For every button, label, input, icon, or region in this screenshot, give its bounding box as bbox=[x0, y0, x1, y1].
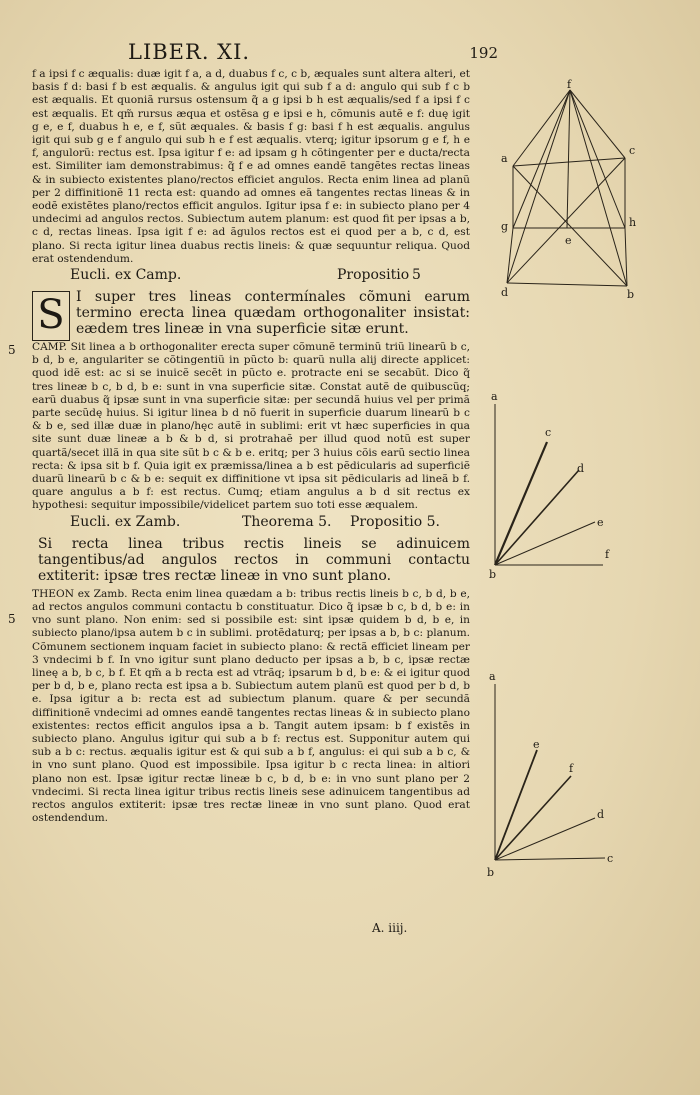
fig2-label-a: a bbox=[491, 390, 498, 403]
propositio-label: Propositio bbox=[350, 513, 423, 530]
figure-2-diagram bbox=[483, 390, 623, 585]
heading-zamberti bbox=[32, 513, 470, 534]
margin-number-1: 5 bbox=[8, 343, 16, 357]
fig1-label-a: a bbox=[501, 152, 508, 165]
fig2-label-c: c bbox=[545, 426, 552, 439]
figure-1-diagram bbox=[495, 78, 645, 303]
running-head: LIBER. XI. bbox=[128, 40, 251, 64]
theon-commentary: THEON ex Zamb. Recta enim linea quædam a b: tribus rectis lineis b c, b d, b e, ad rectos angulos communi contactu b constituatur. Dico q̃ ipsæ b c, b d, b e: in vno sunt plano. Non enim: sed si possibile est: sint ipsæ quidem b d, b e, in subiecto plano/ipsa autem b c in sublimi. protẽdaturq; per ipsas a b, b c: planum. Cõmunem sectionem inquam faciet in subiecto plano: & rectã efficiet lineam per 3 vndecimi b f. In vno igitur sunt plano deducto per ipsas a b, b c, ipsæ rectæ lineę a b, b c, b f. Et qm̃ a b recta est ad vtrãq; ipsarum b d, b e: & ei igitur quod per b d, b e, plano recta est ipsa a b. Subiectum autem planũ est quod per b d, b e. Ipsa igitur a b: recta est ad subiectum planum. quare & per secundã diffinitionẽ vndecimi ad omnes eandẽ tangentes rectas lineas & in subiecto plano existentes: rectos efficit angulos ipsa a b. Tangit autem ipsam: b f existẽs in subiecto plano. Angulus igitur qui sub a b f: rectus est. Supponitur autem qui sub a b c: rectus. æqualis igitur est & qui sub a b f, angulus: ei qui sub a b c, & in vno sunt plano. Quod est impossibile. Ipsa igitur b c recta linea: in altiori plano non est. Ipsæ igitur rectæ lineæ b c, b d, b e: in vno sunt plano per 2 vndecimi. Si recta linea igitur tribus rectis lineis sese adinuicem tangentibus ad rectos angulos extiterit: ipsæ tres rectæ lineæ in vno sunt plano. Quod erat ostendendum. bbox=[32, 587, 470, 825]
text-column bbox=[32, 68, 470, 825]
figure-3-diagram bbox=[483, 668, 623, 883]
folio-number: 192 bbox=[469, 44, 498, 62]
theorema-label: Theorema bbox=[242, 513, 314, 530]
fig2-label-f: f bbox=[605, 548, 610, 561]
decorated-initial: S bbox=[32, 291, 70, 341]
fig1-label-b: b bbox=[627, 288, 635, 301]
proof-conclusion-text: f a ipsi f c æqualis: duæ igit f a, a d, duabus f c, c b, æquales sunt altera alteri, et basis f d: basi f b est æqualis. & angulus igit qui sub f a d: angulo qui sub f c b est æqualis. Et quoniã rursus ostensum q̃ a g ipsi b h est æqualis/sed f a ipsi f c est æqualis. Et qm̃ rursus æqua et ostẽsa g e ipsi e h, cõmunis autẽ e f: duę igit g e, e f, duabus h e, e f, sũt æquales. & basis f g: basi f h est æqualis. angulus igit qui sub g e f angulo qui sub h e f est æqualis. vterq; igitur ipsorum g e f, h e f, angulorũ: rectus est. Ipsa igitur f e: ad ipsam g h cõtingenter per e ducta/recta est. Similiter iam demonstrabimus: q̃ f e ad omnes eandẽ tangẽtes rectas lineas & in subiecto existentes plano/rectos efficiet angulos. Recta enim linea ad planũ per 2 diffinitionẽ 11 recta est: quando ad omnes eã tangentes rectas lineas & in eodẽ existẽtes plano/rectos efficit angulos. Igitur ipsa f e: in subiecto plano per 4 undecimi ad angulos rectos. Subiectum autem planum: est quod fit per ipsas a b, c d, rectas lineas. Ipsa igit f e: ad ãgulos rectos est ei quod per a b, c d, est plano. Si recta igitur linea duabus rectis lineis: & quæ sequuntur reliqua. Quod erat ostendendum. bbox=[32, 68, 470, 265]
fig3-label-f: f bbox=[569, 762, 574, 775]
heading-theorema bbox=[242, 513, 332, 530]
propositio-number: 5. bbox=[426, 513, 440, 530]
page-header bbox=[118, 40, 498, 68]
fig1-label-d: d bbox=[501, 286, 509, 299]
heading-campanus-left: Eucli. ex Camp. bbox=[70, 267, 182, 284]
proposition-statement bbox=[32, 289, 470, 337]
fig1-label-e: e bbox=[565, 234, 572, 247]
signature-mark: A. iiij. bbox=[372, 921, 408, 935]
heading-propositio-2 bbox=[350, 513, 440, 530]
fig2-label-d: d bbox=[577, 462, 585, 475]
margin-number-2: 5 bbox=[8, 612, 16, 626]
fig2-label-e: e bbox=[597, 516, 604, 529]
zamberti-statement: Si recta linea tribus rectis lineis se adinuicem tangentibus/ad angulos rectos in communi contactu extiterit: ipsæ tres rectæ lineæ in vno sunt plano. bbox=[38, 535, 470, 584]
heading-campanus bbox=[32, 269, 470, 287]
fig1-label-f: f bbox=[567, 78, 572, 91]
fig1-label-g: g bbox=[501, 220, 509, 233]
proposition-statement-text: I super tres lineas contermínales cõmuni earum termino erecta linea quædam orthogonaliter insistat: eædem tres lineæ in vna superficie sitæ erunt. bbox=[76, 289, 470, 338]
campanus-commentary: CAMP. Sit linea a b orthogonaliter erecta super cõmunẽ terminũ triũ linearũ b c, b d, b e, angulariter se cõtingentiũ in pũcto b: quarũ nulla alij directe applicet: quod idẽ est: ac si se inuicẽ secẽt in pũcto e. protracte eni se secabũt. Dico q̃ tres lineæ b c, b d, b e: sunt in vna superficie sitæ. Constat autẽ de quibuscũq; earũ duabus q̃ ipsæ sunt in vna superficie sitæ: per secundã huius vel per primã parte secũdę huius. Si igitur linea b d nõ fuerit in superficie duarum linearũ b c & b e, sed illæ duæ in plano/hęc autẽ in sublimi: erit vt hæc superficies in qua site sunt duæ lineæ a b & b d, si protrahaẽ per illud quod notũ est super quartã/secet illã in qua site sũt b c & b e. eritq; per 3 huius cõis earũ sectio linea recta: & ipsa sit b f. Quia igit ex præmissa/linea a b est pẽdicularis ad superficiẽ duarũ linearũ b c & b e: sequit ex diffinitione vt ipsa sit pẽdicularis ad lineã b f. quare angulus a b f: est rectus. Cumq; etiam angulus a b d sit rectus ex hypothesi: sequitur impossibile/videlicet partem suo toti esse æqualem. bbox=[32, 341, 470, 512]
fig1-label-h: h bbox=[629, 216, 637, 229]
fig3-label-d: d bbox=[597, 808, 605, 821]
heading-zamberti-left: Eucli. ex Zamb. bbox=[70, 513, 181, 530]
heading-propositio: Propositio bbox=[337, 267, 410, 284]
fig3-label-c: c bbox=[607, 852, 614, 865]
heading-prop-number: 5 bbox=[412, 267, 421, 284]
fig2-label-b: b bbox=[489, 568, 497, 581]
fig3-label-a: a bbox=[489, 670, 496, 683]
fig3-label-b: b bbox=[487, 866, 495, 879]
fig1-label-c: c bbox=[629, 144, 636, 157]
theorema-number: 5. bbox=[318, 513, 332, 530]
fig3-label-e: e bbox=[533, 738, 540, 751]
